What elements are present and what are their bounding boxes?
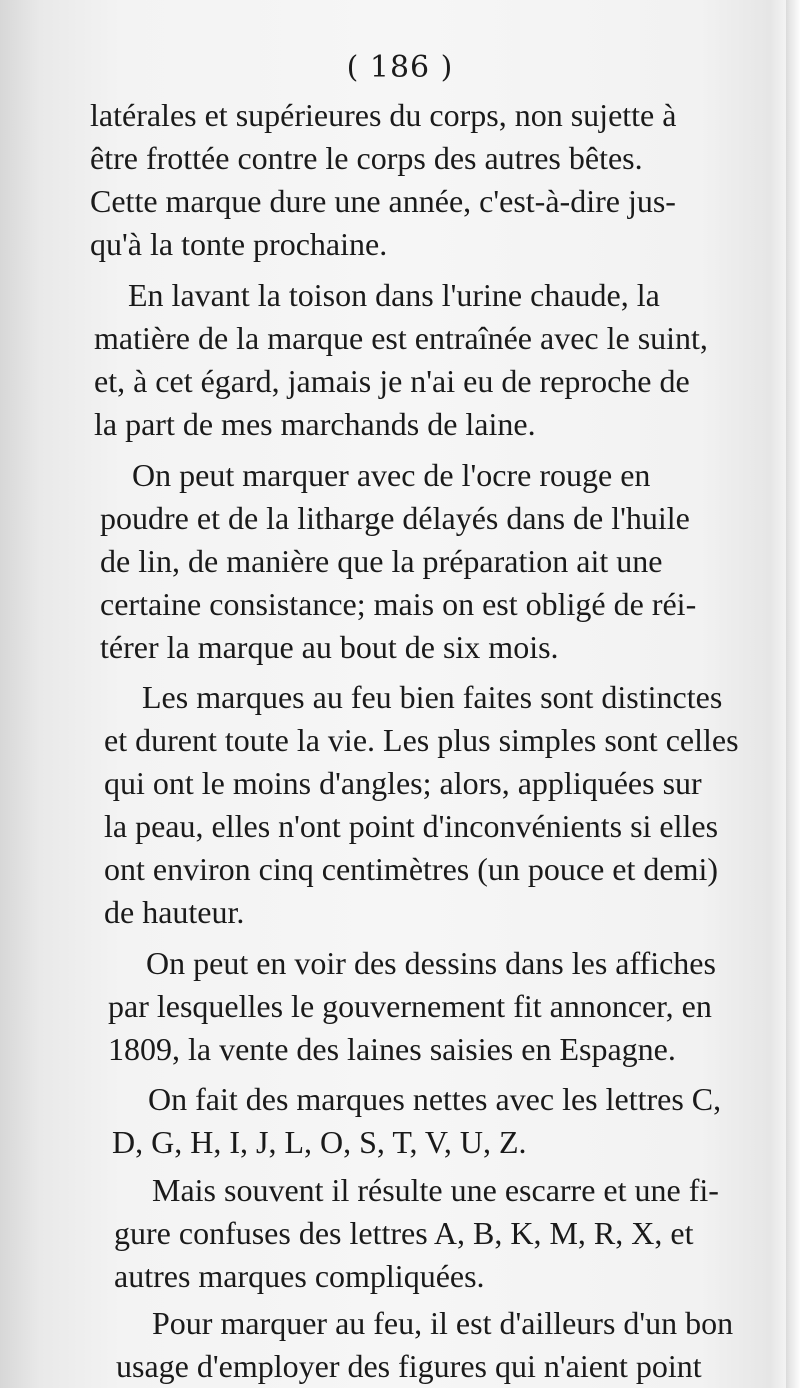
text-line: Pour marquer au feu, il est d'ailleurs d'un bon bbox=[152, 1305, 734, 1341]
text-line: ont environ cinq centimètres (un pouce et demi) bbox=[104, 851, 719, 887]
text-line: On peut en voir des dessins dans les affiches bbox=[146, 945, 716, 981]
text-line: la peau, elles n'ont point d'inconvénients si elles bbox=[104, 808, 719, 844]
page-edge-shadow bbox=[786, 0, 800, 1388]
text-line: En lavant la toison dans l'urine chaude, la bbox=[128, 277, 660, 313]
text-line: latérales et supérieures du corps, non sujette à bbox=[90, 97, 677, 133]
text-line: Mais souvent il résulte une escarre et une fi- bbox=[152, 1172, 719, 1208]
page-number: ( 186 ) bbox=[346, 50, 454, 85]
text-line: Cette marque dure une année, c'est-à-dire jus- bbox=[90, 183, 676, 219]
text-line: la part de mes marchands de laine. bbox=[94, 406, 536, 442]
text-line: être frottée contre le corps des autres bêtes. bbox=[90, 140, 643, 176]
text-line: 1809, la vente des laines saisies en Espagne. bbox=[108, 1031, 676, 1067]
text-line: certaine consistance; mais on est obligé de réi- bbox=[100, 586, 697, 622]
text-line: par lesquelles le gouvernement fit annoncer, en bbox=[108, 988, 712, 1024]
text-line: poudre et de la litharge délayés dans de l'huile bbox=[100, 500, 690, 536]
text-line: et durent toute la vie. Les plus simples sont celles bbox=[104, 722, 739, 758]
text-line: de lin, de manière que la préparation ait une bbox=[100, 543, 663, 579]
text-line: Les marques au feu bien faites sont distinctes bbox=[142, 679, 723, 715]
text-line: usage d'employer des figures qui n'aient point bbox=[116, 1348, 702, 1384]
text-line: de hauteur. bbox=[104, 894, 245, 930]
text-line: qui ont le moins d'angles; alors, appliquées sur bbox=[104, 765, 702, 801]
text-line: autres marques compliquées. bbox=[114, 1258, 485, 1294]
text-line: qu'à la tonte prochaine. bbox=[90, 226, 388, 262]
text-line: On peut marquer avec de l'ocre rouge en bbox=[132, 457, 651, 493]
text-line: matière de la marque est entraînée avec le suint, bbox=[94, 320, 708, 356]
text-line: D, G, H, I, J, L, O, S, T, V, U, Z. bbox=[112, 1124, 527, 1160]
text-line: gure confuses des lettres A, B, K, M, R, X, et bbox=[114, 1215, 694, 1251]
text-line: térer la marque au bout de six mois. bbox=[100, 629, 559, 665]
text-line: et, à cet égard, jamais je n'ai eu de reproche de bbox=[94, 363, 690, 399]
text-line: On fait des marques nettes avec les lettres C, bbox=[148, 1081, 722, 1117]
